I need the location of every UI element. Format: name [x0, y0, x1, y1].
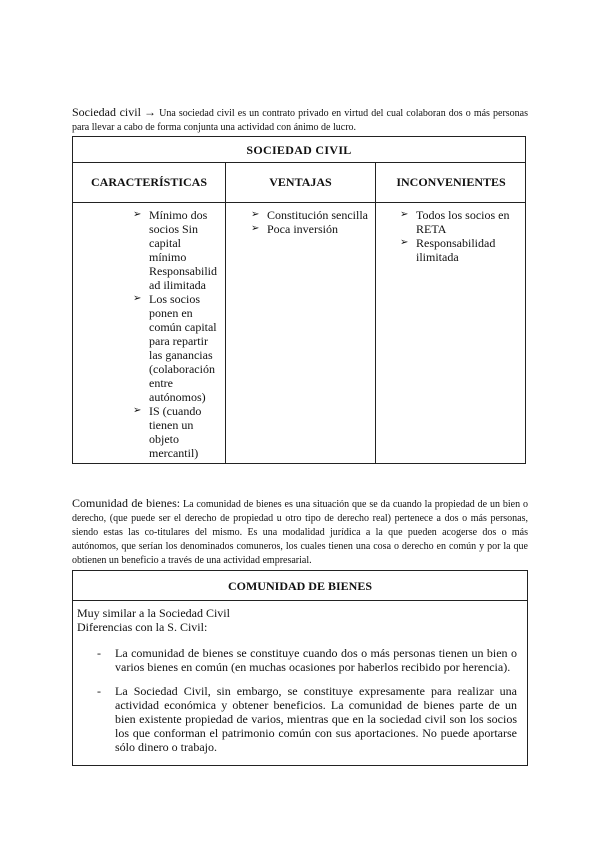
ventajas-cell — [251, 208, 373, 236]
column-divider — [375, 163, 376, 463]
inconvenientes-cell — [400, 208, 518, 264]
arrow-bullet-icon: ➢ — [133, 293, 142, 304]
comunidad-bienes-table — [72, 570, 528, 766]
list-item: ➢ Mínimo dos socios Sin capital mínimo Responsabilid ad ilimitada — [133, 208, 217, 292]
comunidad-bienes-lead: Comunidad de bienes: — [72, 496, 181, 510]
list-item: - La comunidad de bienes se constituye cuando dos o más personas tienen un bien o varios bienes en común (en muchas ocasiones por haberlos recibido por herencia). — [97, 646, 517, 674]
comunidad-bienes-intro — [72, 496, 528, 568]
arrow-bullet-icon: ➢ — [133, 209, 142, 220]
arrow-bullet-icon: ➢ — [251, 223, 260, 234]
column-divider — [225, 163, 226, 463]
column-header-inconvenientes: INCONVENIENTES — [396, 175, 506, 189]
sociedad-civil-lead: Sociedad civil — [72, 105, 141, 119]
caracteristicas-cell — [133, 208, 221, 460]
list-item: ➢ Poca inversión — [251, 222, 338, 236]
sociedad-civil-table — [72, 136, 526, 464]
list-item: ➢ Los socios ponen en común capital para repartir las ganancias (colaboración entre autónomos) — [133, 292, 217, 404]
similar-note: Muy similar a la Sociedad Civil — [77, 606, 230, 620]
column-header-caracteristicas: CARACTERÍSTICAS — [90, 175, 208, 189]
arrow-bullet-icon: ➢ — [133, 405, 142, 416]
differences-heading: Diferencias con la S. Civil: — [77, 620, 208, 634]
arrow-icon: → — [144, 105, 156, 119]
arrow-bullet-icon: ➢ — [251, 209, 260, 220]
column-header-ventajas: VENTAJAS — [269, 175, 332, 189]
table-title: SOCIEDAD CIVIL — [73, 137, 525, 163]
list-item: - La Sociedad Civil, sin embargo, se constituye expresamente para realizar una actividad económica y obtener beneficios. La comunidad de bienes parte de un bien existente propiedad de varios, mientras que en la sociedad civil son los socios los que conforman el patrimonio común con sus aportaciones. No puede aportarse sólo dinero o trabajo. — [97, 684, 517, 754]
sociedad-civil-intro — [72, 105, 528, 135]
comunidad-bienes-definition: La comunidad de bienes es una situación que se da cuando la propiedad de un bien o derecho, (que puede ser el derecho de propiedad u otro tipo de derecho real) pertenece a dos o más personas, siendo estas las co-titulares del mismo. Es una modalidad jurídica a la que pueden acogerse dos o más autónomos, que serían los denominados comuneros, los cuales tienen una cosa o derecho en común y por la que obtienen un beneficio a través de una actividad empresarial. — [72, 499, 528, 566]
list-item: ➢ Responsabilidad ilimitada — [400, 236, 496, 264]
list-item: ➢ IS (cuando tienen un objeto mercantil) — [133, 404, 202, 460]
sociedad-civil-definition: Una sociedad civil es un contrato privado en virtud del cual colaboran dos o más personas para llevar a cabo de forma conjunta una actividad con ánimo de lucro. — [72, 108, 529, 133]
header-divider — [73, 202, 525, 203]
table-title: COMUNIDAD DE BIENES — [73, 571, 527, 601]
list-item: ➢ Constitución sencilla — [251, 208, 368, 222]
dash-bullet: - — [97, 646, 101, 660]
dash-bullet: - — [97, 684, 101, 698]
list-item: ➢ Todos los socios en RETA — [400, 208, 510, 236]
arrow-bullet-icon: ➢ — [400, 209, 409, 220]
table-body — [73, 601, 527, 754]
arrow-bullet-icon: ➢ — [400, 237, 409, 248]
